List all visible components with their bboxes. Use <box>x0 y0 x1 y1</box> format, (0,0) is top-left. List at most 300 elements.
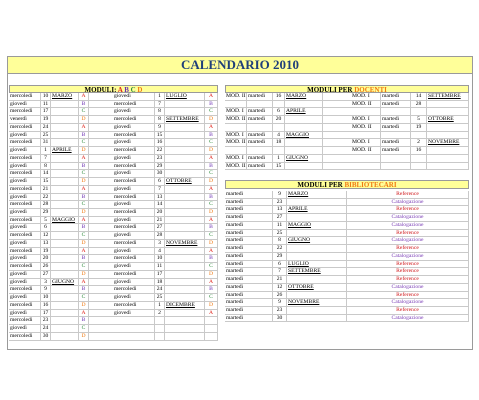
moduli-l-day-cell: mercoledì <box>9 248 41 255</box>
moduli-l-num-cell: 14 <box>41 170 51 177</box>
table-row <box>9 279 218 287</box>
table-row <box>225 93 469 101</box>
bibliotecari-topic-cell: Catalogazione <box>347 284 469 291</box>
docenti-r-day-cell: martedì <box>381 93 411 100</box>
moduli-l-num-cell: 19 <box>41 116 51 123</box>
moduli-l-num-cell: 9 <box>41 286 51 293</box>
moduli-r-num-cell: 22 <box>155 147 165 154</box>
moduli-r-month-cell: DICEMBRE <box>165 302 205 309</box>
docenti-l-day-cell: martedì <box>247 116 273 123</box>
bibliotecari-topic-cell: Catalogazione <box>347 199 469 206</box>
moduli-l-month-cell <box>51 186 79 193</box>
table-row <box>225 116 469 124</box>
moduli-l-letter-cell: A <box>79 248 89 255</box>
moduli-l-month-cell <box>51 263 79 270</box>
docenti-header-label: MODULI PER <box>307 86 355 94</box>
table-row <box>9 93 218 101</box>
moduli-r-num-cell: 8 <box>155 108 165 115</box>
moduli-l-num-cell: 10 <box>41 93 51 100</box>
table-row <box>225 191 469 199</box>
bibliotecari-month-cell: MAGGIO <box>287 222 347 229</box>
table-row <box>225 132 469 140</box>
bibliotecari-day-cell: martedì <box>225 292 273 299</box>
docenti-l-num-cell: 15 <box>273 163 285 170</box>
moduli-l-day-cell: giovedì <box>9 209 41 216</box>
moduli-l-letter-cell: A <box>79 186 89 193</box>
moduli-r-letter-cell: C <box>205 294 218 301</box>
bibliotecari-day-cell: martedì <box>225 230 273 237</box>
docenti-r-module-cell <box>351 132 381 139</box>
moduli-r-num-cell: 30 <box>155 170 165 177</box>
table-row <box>9 101 218 109</box>
table-row <box>9 255 218 263</box>
moduli-r-day-cell <box>113 333 155 340</box>
table-row <box>225 268 469 276</box>
moduli-r-month-cell <box>165 108 205 115</box>
moduli-l-letter-cell: C <box>79 108 89 115</box>
docenti-r-num-cell: 14 <box>411 93 427 100</box>
moduli-l-month-cell <box>51 163 79 170</box>
moduli-header <box>9 85 218 93</box>
docenti-l-month-cell <box>285 124 323 131</box>
table-row <box>9 333 218 341</box>
moduli-r-month-cell <box>165 124 205 131</box>
moduli-l-day-cell: giovedì <box>9 101 41 108</box>
table-row <box>225 214 469 222</box>
moduli-r-month-cell <box>165 286 205 293</box>
moduli-r-month-cell <box>165 294 205 301</box>
bibliotecari-month-cell <box>287 214 347 221</box>
moduli-l-num-cell: 8 <box>41 163 51 170</box>
moduli-r-letter-cell: A <box>205 93 218 100</box>
moduli-r-month-cell <box>165 209 205 216</box>
table-row <box>9 178 218 186</box>
moduli-r-letter-cell: C <box>205 170 218 177</box>
bibliotecari-header-label: MODULI PER <box>297 181 345 189</box>
moduli-r-num-cell: 7 <box>155 101 165 108</box>
docenti-r-month-cell <box>427 147 469 154</box>
bibliotecari-topic-cell: Catalogazione <box>347 237 469 244</box>
table-row <box>9 317 218 325</box>
docenti-l-day-cell <box>247 101 273 108</box>
bibliotecari-month-cell: OTTOBRE <box>287 284 347 291</box>
docenti-l-month-cell: GIUGNO <box>285 155 323 162</box>
table-row <box>225 299 469 307</box>
bibliotecari-day-cell: martedì <box>225 284 273 291</box>
table-row <box>9 248 218 256</box>
moduli-r-num-cell: 24 <box>155 286 165 293</box>
bibliotecari-topic-cell: Reference <box>347 307 469 314</box>
bibliotecari-header <box>225 180 469 189</box>
moduli-r-num-cell: 3 <box>155 240 165 247</box>
table-row <box>9 294 218 302</box>
bibliotecari-num-cell: 9 <box>273 191 287 198</box>
moduli-l-month-cell <box>51 310 79 317</box>
moduli-l-month-cell <box>51 201 79 208</box>
moduli-l-letter-cell: B <box>79 194 89 201</box>
moduli-l-day-cell: mercoledì <box>9 139 41 146</box>
moduli-l-day-cell: giovedì <box>9 224 41 231</box>
moduli-l-letter-cell: C <box>79 139 89 146</box>
docenti-l-module-cell: MOD. II <box>226 116 246 123</box>
moduli-l-letter-cell: D <box>79 209 89 216</box>
moduli-l-day-cell: giovedì <box>9 310 41 317</box>
moduli-r-month-cell <box>165 333 205 340</box>
moduli-r-month-cell <box>165 170 205 177</box>
bibliotecari-num-cell: 29 <box>273 253 287 260</box>
moduli-header-label: MODULI: <box>84 86 118 94</box>
moduli-l-letter-cell: A <box>79 279 89 286</box>
table-row <box>9 108 218 116</box>
bibliotecari-topic-cell: Reference <box>347 245 469 252</box>
bibliotecari-month-cell <box>287 292 347 299</box>
moduli-r-num-cell: 14 <box>155 201 165 208</box>
moduli-r-num-cell: 25 <box>155 294 165 301</box>
moduli-l-day-cell: mercoledì <box>9 263 41 270</box>
docenti-r-module-cell: MOD. II <box>351 101 381 108</box>
moduli-r-day-cell: mercoledì <box>113 240 155 247</box>
moduli-l-num-cell: 30 <box>41 333 51 340</box>
moduli-l-day-cell: giovedì <box>9 178 41 185</box>
moduli-r-letter-cell: C <box>205 139 218 146</box>
moduli-r-letter-cell: A <box>205 248 218 255</box>
moduli-r-letter-cell: C <box>205 108 218 115</box>
moduli-r-letter-cell: B <box>205 132 218 139</box>
moduli-r-month-cell <box>165 147 205 154</box>
moduli-l-letter-cell: B <box>79 286 89 293</box>
moduli-l-month-cell <box>51 124 79 131</box>
docenti-l-month-cell <box>285 147 323 154</box>
table-row <box>225 292 469 300</box>
moduli-l-month-cell <box>51 139 79 146</box>
docenti-r-month-cell <box>427 124 469 131</box>
moduli-r-day-cell: giovedì <box>113 294 155 301</box>
moduli-l-day-cell: giovedì <box>9 147 41 154</box>
table-row <box>225 199 469 207</box>
moduli-table <box>9 93 218 341</box>
moduli-r-letter-cell: D <box>205 147 218 154</box>
table-row <box>9 224 218 232</box>
bibliotecari-topic-cell: Reference <box>347 206 469 213</box>
moduli-l-num-cell: 22 <box>41 194 51 201</box>
moduli-letter-c: C <box>130 86 136 94</box>
moduli-l-letter-cell: D <box>79 302 89 309</box>
bibliotecari-num-cell: 23 <box>273 307 287 314</box>
docenti-l-num-cell <box>273 147 285 154</box>
moduli-r-letter-cell: B <box>205 255 218 262</box>
bibliotecari-topic-cell: Reference <box>347 230 469 237</box>
moduli-l-month-cell <box>51 170 79 177</box>
docenti-l-num-cell: 20 <box>273 116 285 123</box>
moduli-r-month-cell <box>165 132 205 139</box>
docenti-l-month-cell: APRILE <box>285 108 323 115</box>
moduli-l-letter-cell: A <box>79 124 89 131</box>
docenti-l-num-cell: 6 <box>273 108 285 115</box>
moduli-l-month-cell <box>51 317 79 324</box>
moduli-l-day-cell: mercoledì <box>9 302 41 309</box>
moduli-l-day-cell: mercoledì <box>9 124 41 131</box>
docenti-r-num-cell: 2 <box>411 139 427 146</box>
moduli-r-num-cell: 10 <box>155 255 165 262</box>
moduli-r-month-cell <box>165 255 205 262</box>
table-row <box>225 108 469 116</box>
moduli-l-letter-cell: A <box>79 310 89 317</box>
moduli-r-day-cell <box>113 325 155 332</box>
moduli-l-num-cell: 24 <box>41 124 51 131</box>
moduli-r-day-cell: mercoledì <box>113 209 155 216</box>
bibliotecari-day-cell: martedì <box>225 214 273 221</box>
moduli-r-month-cell <box>165 248 205 255</box>
moduli-l-day-cell: giovedì <box>9 294 41 301</box>
moduli-r-day-cell: giovedì <box>113 232 155 239</box>
moduli-r-day-cell: giovedì <box>113 279 155 286</box>
moduli-l-day-cell: mercoledì <box>9 217 41 224</box>
table-row <box>225 155 469 163</box>
moduli-l-letter-cell: D <box>79 271 89 278</box>
docenti-l-day-cell: martedì <box>247 93 273 100</box>
moduli-r-day-cell: mercoledì <box>113 116 155 123</box>
bibliotecari-month-cell <box>287 199 347 206</box>
moduli-r-day-cell: mercoledì <box>113 224 155 231</box>
docenti-l-module-cell: MOD. I <box>225 132 247 139</box>
table-row <box>9 124 218 132</box>
docenti-r-module-cell <box>351 108 381 115</box>
moduli-l-num-cell: 19 <box>41 248 51 255</box>
docenti-l-module-cell <box>225 147 247 154</box>
moduli-r-day-cell: mercoledì <box>113 302 155 309</box>
moduli-r-letter-cell: D <box>205 178 218 185</box>
bibliotecari-header-highlight: BIBLIOTECARI <box>344 181 397 189</box>
moduli-r-month-cell <box>165 232 205 239</box>
docenti-r-month-cell <box>427 132 469 139</box>
bibliotecari-day-cell: martedì <box>225 307 273 314</box>
docenti-r-num-cell: 16 <box>411 147 427 154</box>
moduli-l-letter-cell: C <box>79 294 89 301</box>
moduli-l-letter-cell: B <box>79 255 89 262</box>
moduli-l-num-cell: 28 <box>41 201 51 208</box>
bibliotecari-num-cell: 9 <box>273 299 287 306</box>
docenti-r-num-cell: 19 <box>411 124 427 131</box>
moduli-l-month-cell <box>51 294 79 301</box>
docenti-l-month-cell <box>285 101 323 108</box>
moduli-r-month-cell <box>165 163 205 170</box>
bibliotecari-topic-cell: Reference <box>347 191 469 198</box>
docenti-r-module-cell: MOD. I <box>351 116 381 123</box>
bibliotecari-month-cell <box>287 253 347 260</box>
moduli-r-letter-cell: D <box>205 209 218 216</box>
bibliotecari-num-cell: 26 <box>273 292 287 299</box>
moduli-l-letter-cell: C <box>79 232 89 239</box>
moduli-l-month-cell <box>51 232 79 239</box>
bibliotecari-day-cell: martedì <box>225 206 273 213</box>
bibliotecari-topic-cell: Catalogazione <box>347 299 469 306</box>
moduli-l-day-cell: giovedì <box>9 132 41 139</box>
docenti-l-module-cell: MOD. II <box>226 139 246 146</box>
bibliotecari-month-cell: GIUGNO <box>287 237 347 244</box>
table-row <box>9 263 218 271</box>
table-row <box>9 286 218 294</box>
moduli-r-num-cell <box>155 333 165 340</box>
moduli-r-num-cell: 11 <box>155 263 165 270</box>
moduli-r-day-cell: mercoledì <box>113 163 155 170</box>
moduli-r-month-cell <box>165 263 205 270</box>
moduli-l-letter-cell: B <box>79 132 89 139</box>
bibliotecari-day-cell: martedì <box>225 222 273 229</box>
table-row <box>225 261 469 269</box>
docenti-header-highlight: DOCENTI <box>354 86 387 94</box>
moduli-r-letter-cell <box>205 333 218 340</box>
moduli-r-num-cell: 1 <box>155 302 165 309</box>
moduli-r-letter-cell: C <box>205 232 218 239</box>
moduli-l-month-cell: MARZO <box>51 93 79 100</box>
moduli-r-letter-cell: D <box>205 271 218 278</box>
moduli-r-day-cell: giovedì <box>113 201 155 208</box>
moduli-l-letter-cell: D <box>79 178 89 185</box>
moduli-l-num-cell: 29 <box>41 209 51 216</box>
moduli-r-num-cell: 15 <box>155 132 165 139</box>
moduli-r-day-cell: giovedì <box>113 139 155 146</box>
docenti-r-day-cell: martedì <box>381 116 411 123</box>
moduli-l-num-cell: 23 <box>41 317 51 324</box>
bibliotecari-month-cell: APRILE <box>287 206 347 213</box>
moduli-l-letter-cell: B <box>79 317 89 324</box>
moduli-letter-d: D <box>137 86 143 94</box>
moduli-r-day-cell <box>113 317 155 324</box>
moduli-r-num-cell: 13 <box>155 194 165 201</box>
moduli-l-month-cell <box>51 132 79 139</box>
docenti-l-day-cell: martedì <box>247 155 273 162</box>
moduli-l-month-cell <box>51 101 79 108</box>
bibliotecari-topic-cell: Reference <box>347 268 469 275</box>
bibliotecari-day-cell: martedì <box>225 253 273 260</box>
moduli-l-num-cell: 1 <box>41 147 51 154</box>
moduli-l-day-cell: giovedì <box>9 271 41 278</box>
moduli-l-month-cell <box>51 108 79 115</box>
bibliotecari-topic-cell: Reference <box>347 261 469 268</box>
table-row <box>225 245 469 253</box>
bibliotecari-month-cell: LUGLIO <box>287 261 347 268</box>
table-row <box>225 124 469 132</box>
table-row <box>9 147 218 155</box>
bibliotecari-day-cell: martedì <box>225 315 273 322</box>
moduli-r-num-cell: 6 <box>155 178 165 185</box>
moduli-l-letter-cell: A <box>79 217 89 224</box>
moduli-l-day-cell: mercoledì <box>9 286 41 293</box>
moduli-l-day-cell: mercoledì <box>9 186 41 193</box>
moduli-l-day-cell: giovedì <box>9 255 41 262</box>
bibliotecari-num-cell: 6 <box>273 261 287 268</box>
moduli-l-month-cell <box>51 224 79 231</box>
docenti-r-month-cell <box>427 163 469 170</box>
docenti-l-day-cell: martedì <box>247 132 273 139</box>
table-row <box>9 217 218 225</box>
table-row <box>9 232 218 240</box>
bibliotecari-num-cell: 11 <box>273 222 287 229</box>
bibliotecari-day-cell: martedì <box>225 268 273 275</box>
moduli-r-letter-cell: A <box>205 279 218 286</box>
docenti-r-module-cell: MOD. I <box>351 93 381 100</box>
moduli-letter-a: A <box>117 86 123 94</box>
docenti-r-num-cell <box>411 163 427 170</box>
moduli-r-letter-cell: A <box>205 217 218 224</box>
moduli-r-month-cell <box>165 310 205 317</box>
moduli-l-letter-cell: D <box>79 147 89 154</box>
moduli-l-day-cell: giovedì <box>9 279 41 286</box>
moduli-r-letter-cell: B <box>205 286 218 293</box>
docenti-r-day-cell <box>381 155 411 162</box>
moduli-r-day-cell: mercoledì <box>113 255 155 262</box>
moduli-r-day-cell: mercoledì <box>113 286 155 293</box>
docenti-r-month-cell: NOVEMBRE <box>427 139 469 146</box>
moduli-l-num-cell: 10 <box>41 294 51 301</box>
moduli-r-month-cell <box>165 325 205 332</box>
docenti-l-module-cell: MOD. II <box>226 93 246 99</box>
docenti-r-day-cell: martedì <box>381 101 411 108</box>
moduli-r-month-cell <box>165 224 205 231</box>
bibliotecari-num-cell: 7 <box>273 268 287 275</box>
moduli-r-num-cell: 23 <box>155 155 165 162</box>
moduli-r-letter-cell <box>205 317 218 324</box>
moduli-r-day-cell: mercoledì <box>113 101 155 108</box>
docenti-r-day-cell: martedì <box>381 139 411 146</box>
docenti-l-num-cell: 1 <box>273 155 285 162</box>
moduli-r-letter-cell: D <box>205 240 218 247</box>
moduli-l-num-cell: 21 <box>41 186 51 193</box>
moduli-l-num-cell: 15 <box>41 178 51 185</box>
bibliotecari-day-cell: martedì <box>225 299 273 306</box>
moduli-l-num-cell: 11 <box>41 101 51 108</box>
table-row <box>225 163 469 171</box>
moduli-l-letter-cell: C <box>79 263 89 270</box>
moduli-l-month-cell <box>51 155 79 162</box>
docenti-r-num-cell: 28 <box>411 101 427 108</box>
table-row <box>9 240 218 248</box>
docenti-r-module-cell: MOD. I <box>351 139 381 146</box>
bibliotecari-month-cell: MARZO <box>287 191 347 198</box>
moduli-r-letter-cell: C <box>205 201 218 208</box>
table-row <box>9 310 218 318</box>
moduli-l-month-cell <box>51 178 79 185</box>
moduli-l-month-cell <box>51 255 79 262</box>
bibliotecari-month-cell <box>287 245 347 252</box>
moduli-l-month-cell: GIUGNO <box>51 279 79 286</box>
table-row <box>225 315 469 323</box>
docenti-l-day-cell: martedì <box>247 139 273 146</box>
bibliotecari-day-cell: martedì <box>225 191 273 198</box>
moduli-l-letter-cell: D <box>79 116 89 123</box>
moduli-l-num-cell: 26 <box>41 263 51 270</box>
spreadsheet <box>7 56 473 350</box>
bibliotecari-month-cell <box>287 230 347 237</box>
moduli-r-day-cell: mercoledì <box>113 132 155 139</box>
moduli-l-month-cell: APRILE <box>51 147 79 154</box>
moduli-r-day-cell: giovedì <box>113 93 155 100</box>
table-row <box>9 132 218 140</box>
moduli-l-letter-cell: C <box>79 201 89 208</box>
moduli-r-letter-cell: B <box>205 163 218 170</box>
bibliotecari-day-cell: martedì <box>225 276 273 283</box>
moduli-l-letter-cell: B <box>79 224 89 231</box>
moduli-l-day-cell: mercoledì <box>9 317 41 324</box>
table-row <box>9 170 218 178</box>
table-row <box>9 139 218 147</box>
moduli-r-letter-cell: A <box>205 155 218 162</box>
moduli-l-num-cell: 17 <box>41 310 51 317</box>
bibliotecari-num-cell: 22 <box>273 245 287 252</box>
moduli-r-num-cell: 28 <box>155 232 165 239</box>
moduli-l-day-cell: venerdì <box>9 116 41 123</box>
docenti-r-day-cell <box>381 108 411 115</box>
